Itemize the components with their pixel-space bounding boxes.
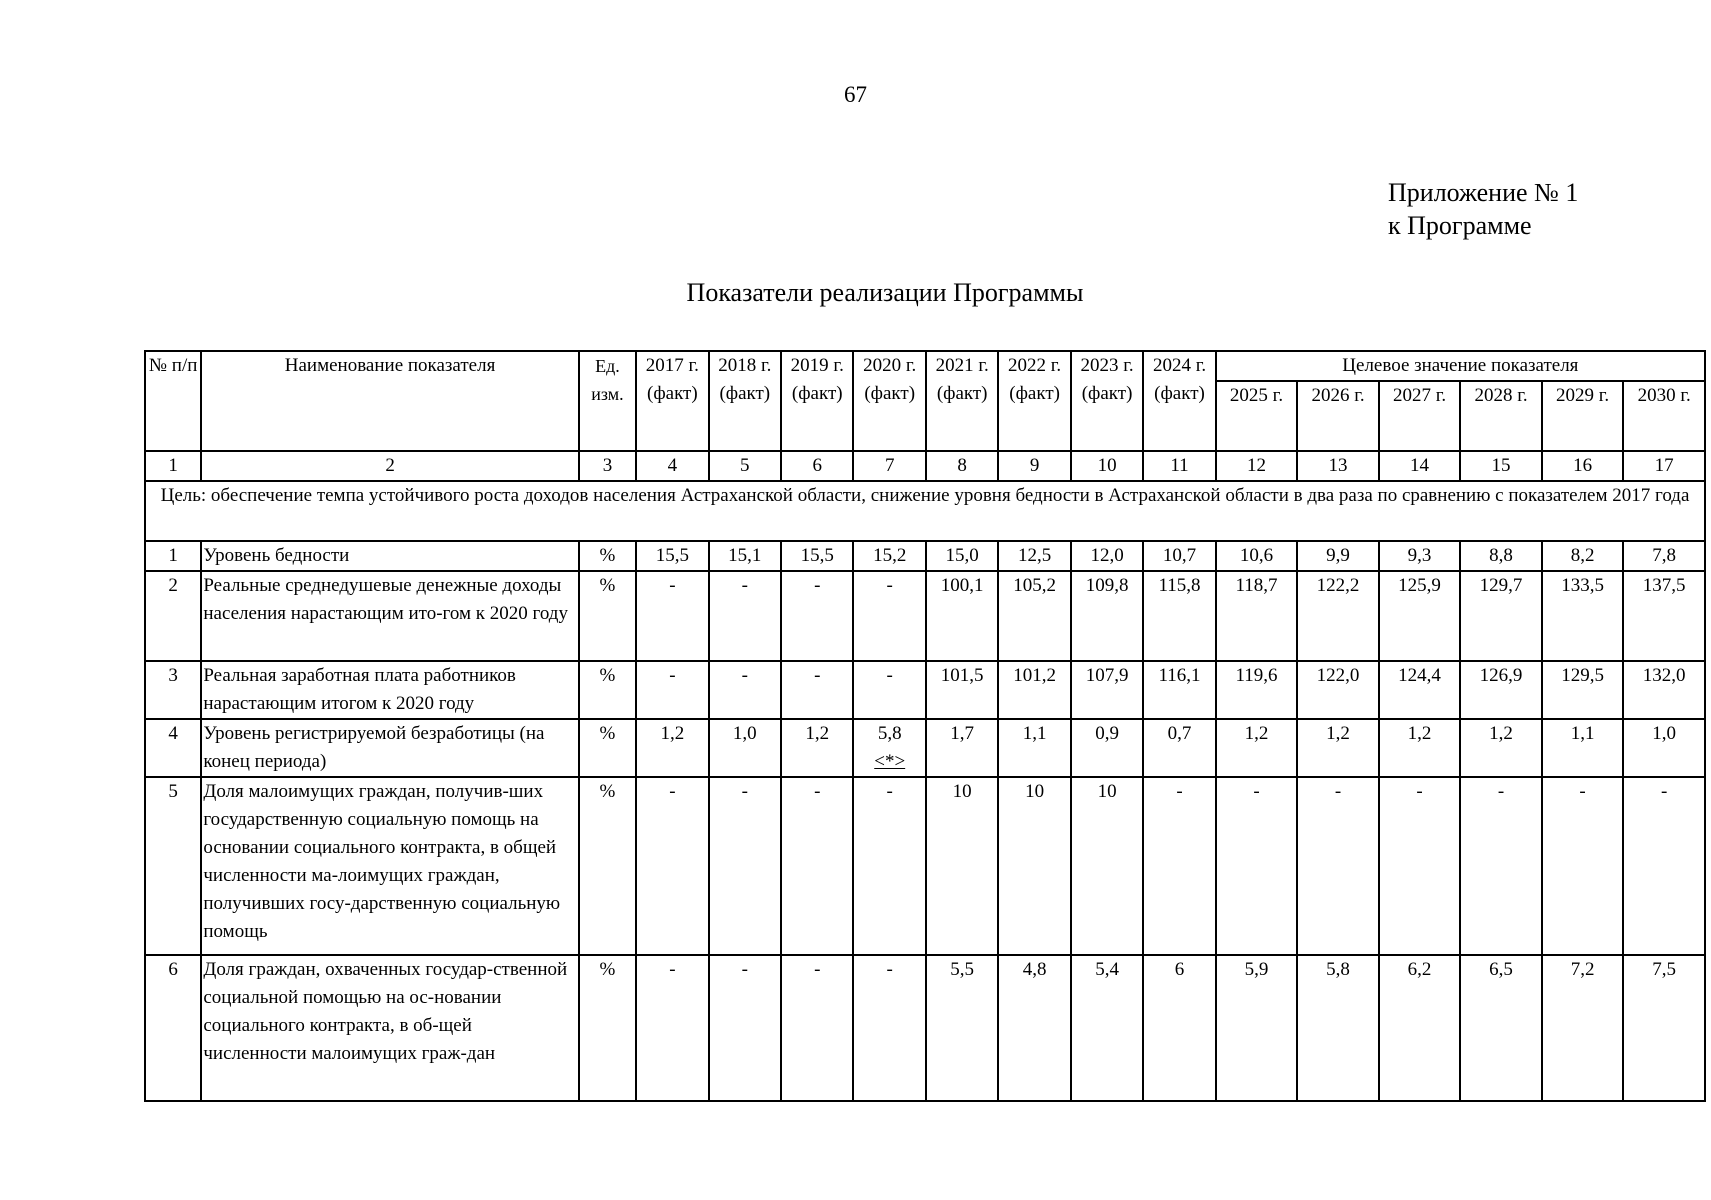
value-cell: 126,9 xyxy=(1460,661,1542,719)
value-cell: - xyxy=(636,571,708,661)
value-cell: - xyxy=(709,571,781,661)
value-cell: 1,1 xyxy=(1542,719,1624,777)
value-cell: 6 xyxy=(1143,955,1215,1101)
value-cell: 137,5 xyxy=(1623,571,1705,661)
value-cell: - xyxy=(1623,777,1705,955)
header-fact-2022: 2022 г. (факт) xyxy=(998,351,1070,451)
unit-cell: % xyxy=(579,541,636,571)
row-number: 4 xyxy=(145,719,201,777)
value-cell: - xyxy=(1216,777,1298,955)
header-num: № п/п xyxy=(145,351,201,451)
value-cell: 15,5 xyxy=(781,541,853,571)
value-cell: 101,2 xyxy=(998,661,1070,719)
header-name: Наименование показателя xyxy=(201,351,578,451)
table-row xyxy=(145,719,1705,777)
value-cell: 10,7 xyxy=(1143,541,1215,571)
row-number: 6 xyxy=(145,955,201,1101)
value-cell: 4,8 xyxy=(998,955,1070,1101)
column-number: 6 xyxy=(781,451,853,481)
column-number: 12 xyxy=(1216,451,1298,481)
value-cell: - xyxy=(853,571,925,661)
value-cell: 10 xyxy=(926,777,998,955)
value-cell: 109,8 xyxy=(1071,571,1143,661)
value-cell: 1,2 xyxy=(1379,719,1461,777)
value-cell: 119,6 xyxy=(1216,661,1298,719)
value-cell: 1,0 xyxy=(709,719,781,777)
value-cell: 9,9 xyxy=(1297,541,1379,571)
value-text: 5,8 xyxy=(877,723,902,744)
value-cell: 15,1 xyxy=(709,541,781,571)
header-target-2030: 2030 г. xyxy=(1623,381,1705,451)
header-fact-2017: 2017 г. (факт) xyxy=(636,351,708,451)
value-cell: 8,2 xyxy=(1542,541,1624,571)
value-cell: 5,8 xyxy=(1297,955,1379,1101)
value-cell: 1,2 xyxy=(1460,719,1542,777)
value-cell: - xyxy=(709,661,781,719)
column-number: 16 xyxy=(1542,451,1624,481)
value-cell: 1,0 xyxy=(1623,719,1705,777)
value-cell: 124,4 xyxy=(1379,661,1461,719)
goal-cell xyxy=(145,481,1705,541)
value-cell: 8,8 xyxy=(1460,541,1542,571)
value-cell: 118,7 xyxy=(1216,571,1298,661)
unit-cell: % xyxy=(579,571,636,661)
value-cell: 107,9 xyxy=(1071,661,1143,719)
row-number: 2 xyxy=(145,571,201,661)
page-number: 67 xyxy=(844,82,867,107)
header-fact-2020: 2020 г. (факт) xyxy=(853,351,925,451)
row-number: 3 xyxy=(145,661,201,719)
column-number: 8 xyxy=(926,451,998,481)
value-cell: 129,5 xyxy=(1542,661,1624,719)
appendix-line-2: к Программе xyxy=(1388,211,1532,240)
value-cell: - xyxy=(1297,777,1379,955)
value-cell: 1,2 xyxy=(636,719,708,777)
value-cell: - xyxy=(709,777,781,955)
value-cell: - xyxy=(636,955,708,1101)
value-cell: - xyxy=(709,955,781,1101)
column-number: 10 xyxy=(1071,451,1143,481)
value-cell: - xyxy=(853,777,925,955)
value-cell: 10 xyxy=(998,777,1070,955)
column-number: 2 xyxy=(201,451,578,481)
column-number: 3 xyxy=(579,451,636,481)
value-cell: - xyxy=(781,571,853,661)
value-cell: 125,9 xyxy=(1379,571,1461,661)
column-number: 5 xyxy=(709,451,781,481)
column-number: 15 xyxy=(1460,451,1542,481)
value-cell: 10 xyxy=(1071,777,1143,955)
value-cell: 1,2 xyxy=(1297,719,1379,777)
table-row xyxy=(145,955,1705,1101)
indicator-name: Уровень бедности xyxy=(201,541,578,571)
header-target-2027: 2027 г. xyxy=(1379,381,1461,451)
value-cell: - xyxy=(636,661,708,719)
value-cell: 6,2 xyxy=(1379,955,1461,1101)
value-cell: - xyxy=(1460,777,1542,955)
value-cell: 15,2 xyxy=(853,541,925,571)
column-number: 14 xyxy=(1379,451,1461,481)
document-title: Показатели реализации Программы xyxy=(686,278,1084,307)
header-fact-2024: 2024 г. (факт) xyxy=(1143,351,1215,451)
appendix-caption xyxy=(1388,176,1578,242)
column-number: 4 xyxy=(636,451,708,481)
value-cell: 12,0 xyxy=(1071,541,1143,571)
value-cell: 122,0 xyxy=(1297,661,1379,719)
column-number: 7 xyxy=(853,451,925,481)
value-cell: - xyxy=(781,955,853,1101)
value-cell: 7,2 xyxy=(1542,955,1624,1101)
column-number: 13 xyxy=(1297,451,1379,481)
unit-cell: % xyxy=(579,955,636,1101)
value-cell: 1,7 xyxy=(926,719,998,777)
table-row xyxy=(145,777,1705,955)
value-cell: 7,8 xyxy=(1623,541,1705,571)
value-cell: 133,5 xyxy=(1542,571,1624,661)
value-cell: 5,9 xyxy=(1216,955,1298,1101)
column-number: 9 xyxy=(998,451,1070,481)
header-target-group: Целевое значение показателя xyxy=(1216,351,1705,381)
header-target-2029: 2029 г. xyxy=(1542,381,1624,451)
column-number: 17 xyxy=(1623,451,1705,481)
value-cell: 122,2 xyxy=(1297,571,1379,661)
value-cell: 105,2 xyxy=(998,571,1070,661)
header-fact-2021: 2021 г. (факт) xyxy=(926,351,998,451)
value-cell: 5,4 xyxy=(1071,955,1143,1101)
indicator-name: Реальные среднедушевые денежные доходы населения нарастающим ито-гом к 2020 году xyxy=(201,571,578,661)
value-cell: 5,5 xyxy=(926,955,998,1101)
header-fact-2019: 2019 г. (факт) xyxy=(781,351,853,451)
unit-cell: % xyxy=(579,719,636,777)
header-target-2025: 2025 г. xyxy=(1216,381,1298,451)
unit-cell: % xyxy=(579,777,636,955)
column-number-row xyxy=(145,451,1705,481)
table-row xyxy=(145,541,1705,571)
value-cell: - xyxy=(636,777,708,955)
goal-text: Цель: обеспечение темпа устойчивого роста доходов населения Астраханской области, снижение уровня бедности в Астраханской области в два раза по сравнению с показателем 2017 года xyxy=(160,485,1690,506)
value-cell: 1,2 xyxy=(1216,719,1298,777)
value-cell: 100,1 xyxy=(926,571,998,661)
value-cell: - xyxy=(853,955,925,1101)
appendix-line-1: Приложение № 1 xyxy=(1388,178,1579,207)
row-number: 1 xyxy=(145,541,201,571)
value-cell: 0,9 xyxy=(1071,719,1143,777)
header-fact-2018: 2018 г. (факт) xyxy=(709,351,781,451)
indicator-name: Доля малоимущих граждан, получив-ших государственную социальную помощь на основании социального контракта, в общей численности ма-лоимущих граждан, получивших госу-дарственную социальную помощь xyxy=(201,777,578,955)
header-target-2028: 2028 г. xyxy=(1460,381,1542,451)
indicator-name: Уровень регистрируемой безработицы (на конец периода) xyxy=(201,719,578,777)
value-cell: 115,8 xyxy=(1143,571,1215,661)
value-cell: 6,5 xyxy=(1460,955,1542,1101)
value-cell: - xyxy=(781,777,853,955)
header-fact-2023: 2023 г. (факт) xyxy=(1071,351,1143,451)
table-row xyxy=(145,571,1705,661)
footnote-mark: <*> xyxy=(874,751,906,772)
value-cell: 1,2 xyxy=(781,719,853,777)
value-cell xyxy=(853,719,925,777)
value-cell: - xyxy=(1542,777,1624,955)
header-target-2026: 2026 г. xyxy=(1297,381,1379,451)
value-cell: - xyxy=(1143,777,1215,955)
value-cell: 15,0 xyxy=(926,541,998,571)
value-cell: 116,1 xyxy=(1143,661,1215,719)
value-cell: 15,5 xyxy=(636,541,708,571)
header-row-1 xyxy=(145,351,1705,381)
goal-row xyxy=(145,481,1705,541)
table-row xyxy=(145,661,1705,719)
column-number: 1 xyxy=(145,451,201,481)
value-cell: 12,5 xyxy=(998,541,1070,571)
value-cell: 7,5 xyxy=(1623,955,1705,1101)
value-cell: 10,6 xyxy=(1216,541,1298,571)
value-cell: - xyxy=(1379,777,1461,955)
indicator-name: Доля граждан, охваченных государ-ственной социальной помощью на ос-новании социального контракта, в об-щей численности малоимущих граж-дан xyxy=(201,955,578,1101)
row-number: 5 xyxy=(145,777,201,955)
indicators-table xyxy=(144,350,1706,1102)
value-cell: - xyxy=(781,661,853,719)
unit-cell: % xyxy=(579,661,636,719)
value-cell: 1,1 xyxy=(998,719,1070,777)
value-cell: 9,3 xyxy=(1379,541,1461,571)
column-number: 11 xyxy=(1143,451,1215,481)
value-cell: 101,5 xyxy=(926,661,998,719)
value-cell: 129,7 xyxy=(1460,571,1542,661)
value-cell: 132,0 xyxy=(1623,661,1705,719)
header-unit: Ед. изм. xyxy=(579,351,636,451)
value-cell: - xyxy=(853,661,925,719)
indicator-name: Реальная заработная плата работников нарастающим итогом к 2020 году xyxy=(201,661,578,719)
value-cell: 0,7 xyxy=(1143,719,1215,777)
